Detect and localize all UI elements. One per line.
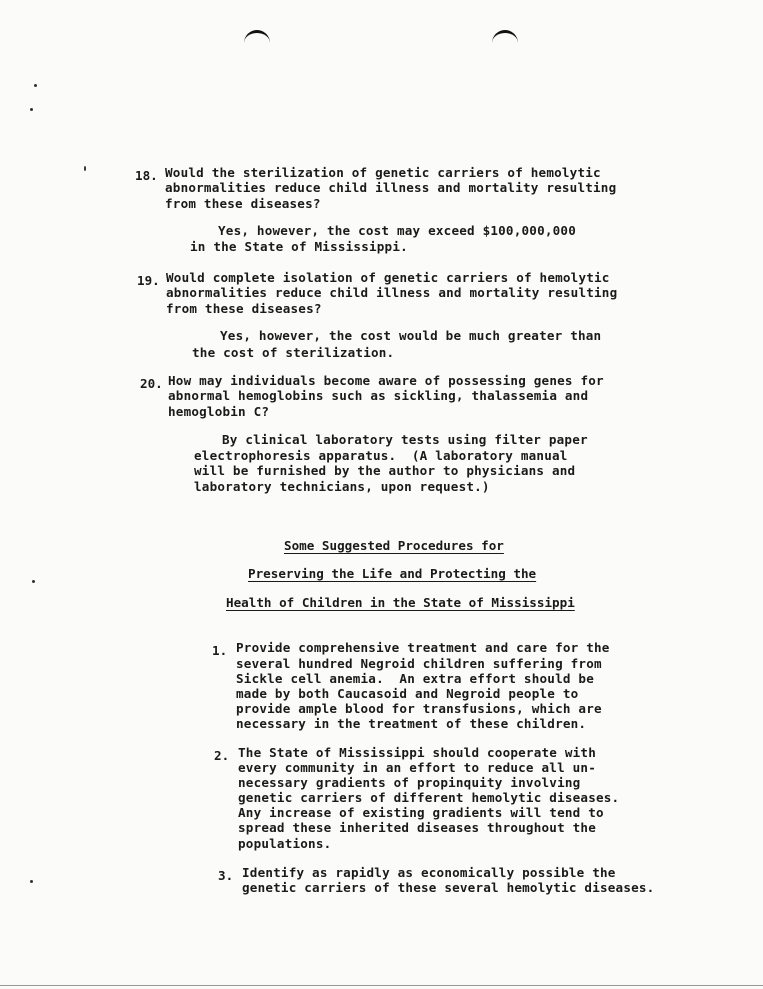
question-19-line: from these diseases?: [166, 301, 322, 316]
procedure-1-line: made by both Caucasoid and Negroid people to: [236, 686, 579, 701]
procedure-2-line: genetic carriers of different hemolytic diseases.: [238, 790, 620, 805]
binder-hole-mark: [244, 30, 270, 47]
question-18-line: abnormalities reduce child illness and mortality resulting: [165, 180, 617, 195]
question-19-number: 19.: [137, 273, 160, 288]
answer-18-line: in the State of Mississippi.: [190, 239, 408, 254]
question-18-number: 18.: [135, 168, 158, 183]
question-19-line: abnormalities reduce child illness and mortality resulting: [166, 285, 618, 300]
question-20-line: hemoglobin C?: [168, 404, 270, 419]
answer-19-line: Yes, however, the cost would be much greater than: [220, 328, 602, 343]
section-heading-line: Health of Children in the State of Mississippi: [226, 595, 575, 610]
procedure-3-line: genetic carriers of these several hemolytic diseases.: [242, 880, 655, 895]
answer-20-line: electrophoresis apparatus. (A laboratory manual: [194, 448, 568, 463]
procedure-2-line: necessary gradients of propinquity involving: [238, 775, 581, 790]
answer-19-line: the cost of sterilization.: [192, 345, 395, 360]
procedure-2-line: every community in an effort to reduce all un-: [238, 760, 596, 775]
procedure-1-line: Provide comprehensive treatment and care for the: [236, 640, 610, 655]
question-20-line: How may individuals become aware of possessing genes for: [168, 373, 604, 388]
answer-18-line: Yes, however, the cost may exceed $100,000,000: [218, 223, 576, 238]
question-20-number: 20.: [140, 376, 163, 391]
scan-speck: [32, 580, 35, 583]
procedure-1-line: Sickle cell anemia. An extra effort should be: [236, 671, 594, 686]
scan-speck: [84, 166, 86, 171]
procedure-1-line: several hundred Negroid children suffering from: [236, 656, 602, 671]
scan-speck: [30, 880, 33, 883]
procedure-2-line: spread these inherited diseases throughout the: [238, 820, 596, 835]
procedure-3-number: 3.: [218, 868, 234, 883]
procedure-2-line: The State of Mississippi should cooperate with: [238, 745, 596, 760]
procedure-2-line: populations.: [238, 836, 332, 851]
answer-20-line: By clinical laboratory tests using filter paper: [222, 432, 588, 447]
question-18-line: from these diseases?: [165, 196, 321, 211]
procedure-1-line: provide ample blood for transfusions, which are: [236, 701, 602, 716]
question-18-line: Would the sterilization of genetic carriers of hemolytic: [165, 165, 601, 180]
procedure-2-number: 2.: [214, 748, 230, 763]
section-heading-line: Some Suggested Procedures for: [284, 538, 504, 553]
answer-20-line: will be furnished by the author to physicians and: [194, 463, 576, 478]
page-bottom-edge: [0, 985, 763, 986]
scan-speck: [34, 84, 37, 87]
section-heading-line: Preserving the Life and Protecting the: [248, 566, 537, 581]
procedure-2-line: Any increase of existing gradients will tend to: [238, 805, 604, 820]
question-20-line: abnormal hemoglobins such as sickling, thalassemia and: [168, 388, 589, 403]
binder-hole-mark: [492, 30, 518, 47]
procedure-1-number: 1.: [212, 643, 228, 658]
answer-20-line: laboratory technicians, upon request.): [194, 479, 490, 494]
procedure-1-line: necessary in the treatment of these children.: [236, 716, 587, 731]
question-19-line: Would complete isolation of genetic carriers of hemolytic: [166, 270, 610, 285]
scan-speck: [30, 108, 33, 111]
procedure-3-line: Identify as rapidly as economically possible the: [242, 865, 616, 880]
